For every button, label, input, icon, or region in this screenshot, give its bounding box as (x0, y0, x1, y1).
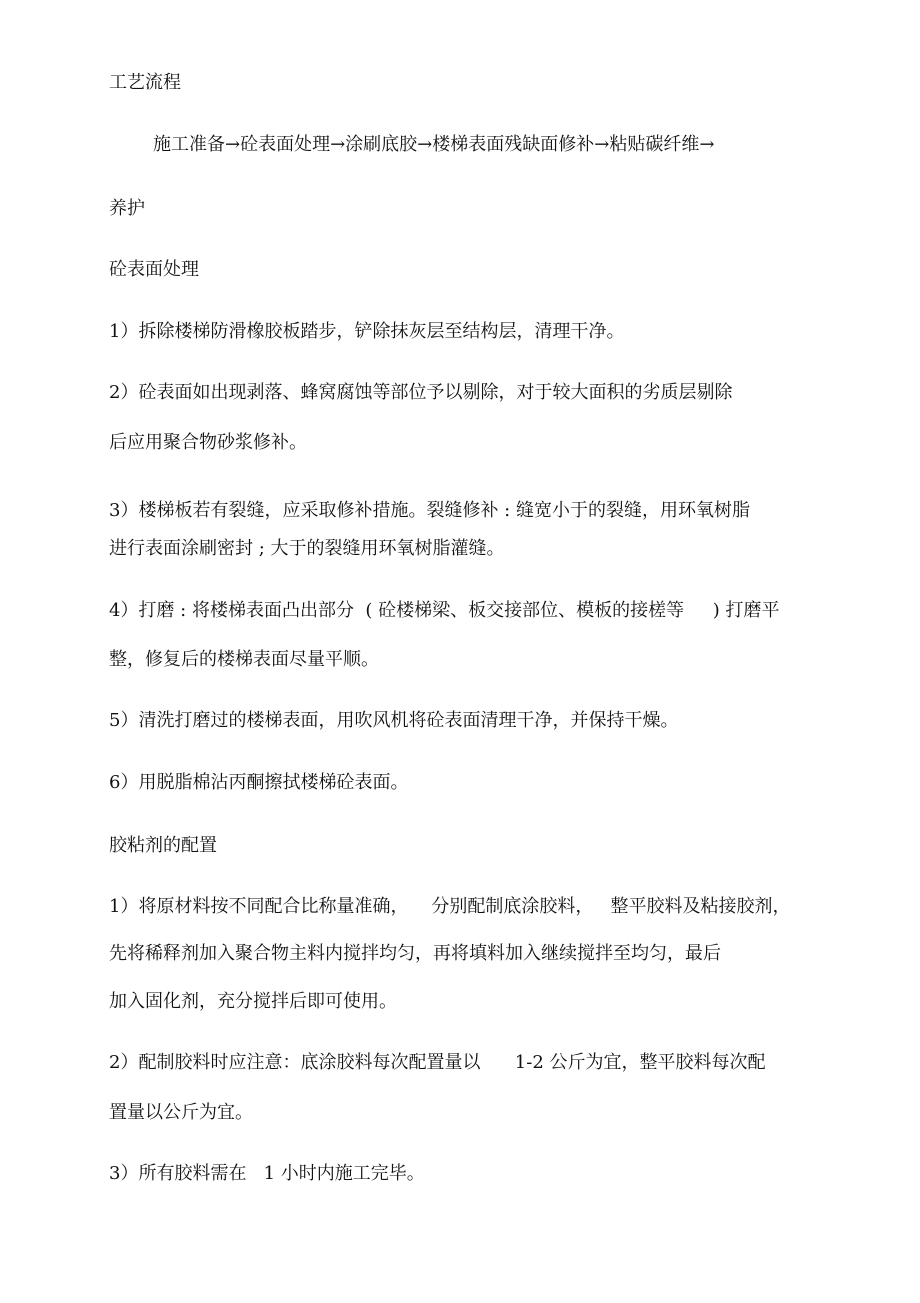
surface-item-4-line-2: 整，修复后的楼梯表面尽量平顺。 (109, 649, 379, 670)
section-heading-adhesive-preparation: 胶粘剂的配置 (109, 835, 217, 856)
surface-item-6-line-1: 6）用脱脂棉沾丙酮擦拭楼梯砼表面。 (109, 772, 409, 793)
adhesive-item-1-line-2: 先将稀释剂加入聚合物主料内搅拌均匀，再将填料加入继续搅拌至均匀，最后 (109, 943, 721, 964)
surface-item-3-line-1: 3）楼梯板若有裂缝，应采取修补措施。裂缝修补 : 缝宽小于的裂缝，用环氧树脂 (109, 500, 750, 521)
surface-item-1-line-1: 1）拆除楼梯防滑橡胶板踏步，铲除抹灰层至结构层，清理干净。 (109, 321, 625, 342)
process-flow-line-1: 施工准备→砼表面处理→涂刷底胶→楼梯表面残缺面修补→粘贴碳纤维→ (153, 134, 715, 155)
adhesive-item-1-line-3: 加入固化剂，充分搅拌后即可使用。 (109, 991, 397, 1012)
surface-item-4-line-1: 4）打磨 : 将楼梯表面凸出部分 ( 砼楼梯梁、板交接部位、模板的接槎等 ) 打磨平 (109, 600, 780, 621)
surface-item-5-line-1: 5）清洗打磨过的楼梯表面，用吹风机将砼表面清理干净，并保持干燥。 (109, 710, 679, 731)
adhesive-item-2-line-1: 2）配制胶料时应注意：底涂胶料每次配置量以 1-2 公斤为宜，整平胶料每次配 (109, 1052, 766, 1073)
section-heading-surface-treatment: 砼表面处理 (109, 259, 199, 280)
adhesive-item-1-line-1: 1）将原材料按不同配合比称量准确， 分别配制底涂胶料， 整平胶料及粘接胶剂， (109, 896, 791, 917)
adhesive-item-3-line-1: 3）所有胶料需在 1 小时内施工完毕。 (109, 1163, 425, 1184)
process-flow-line-2: 养护 (109, 198, 145, 219)
surface-item-2-line-2: 后应用聚合物砂浆修补。 (109, 432, 307, 453)
adhesive-item-2-line-2: 置量以公斤为宜。 (109, 1102, 253, 1123)
section-heading-process-flow: 工艺流程 (109, 72, 181, 93)
surface-item-3-line-2: 进行表面涂刷密封 ; 大于的裂缝用环氧树脂灌缝。 (109, 538, 505, 559)
surface-item-2-line-1: 2）砼表面如出现剥落、蜂窝腐蚀等部位予以剔除，对于较大面积的劣质层剔除 (109, 382, 733, 403)
